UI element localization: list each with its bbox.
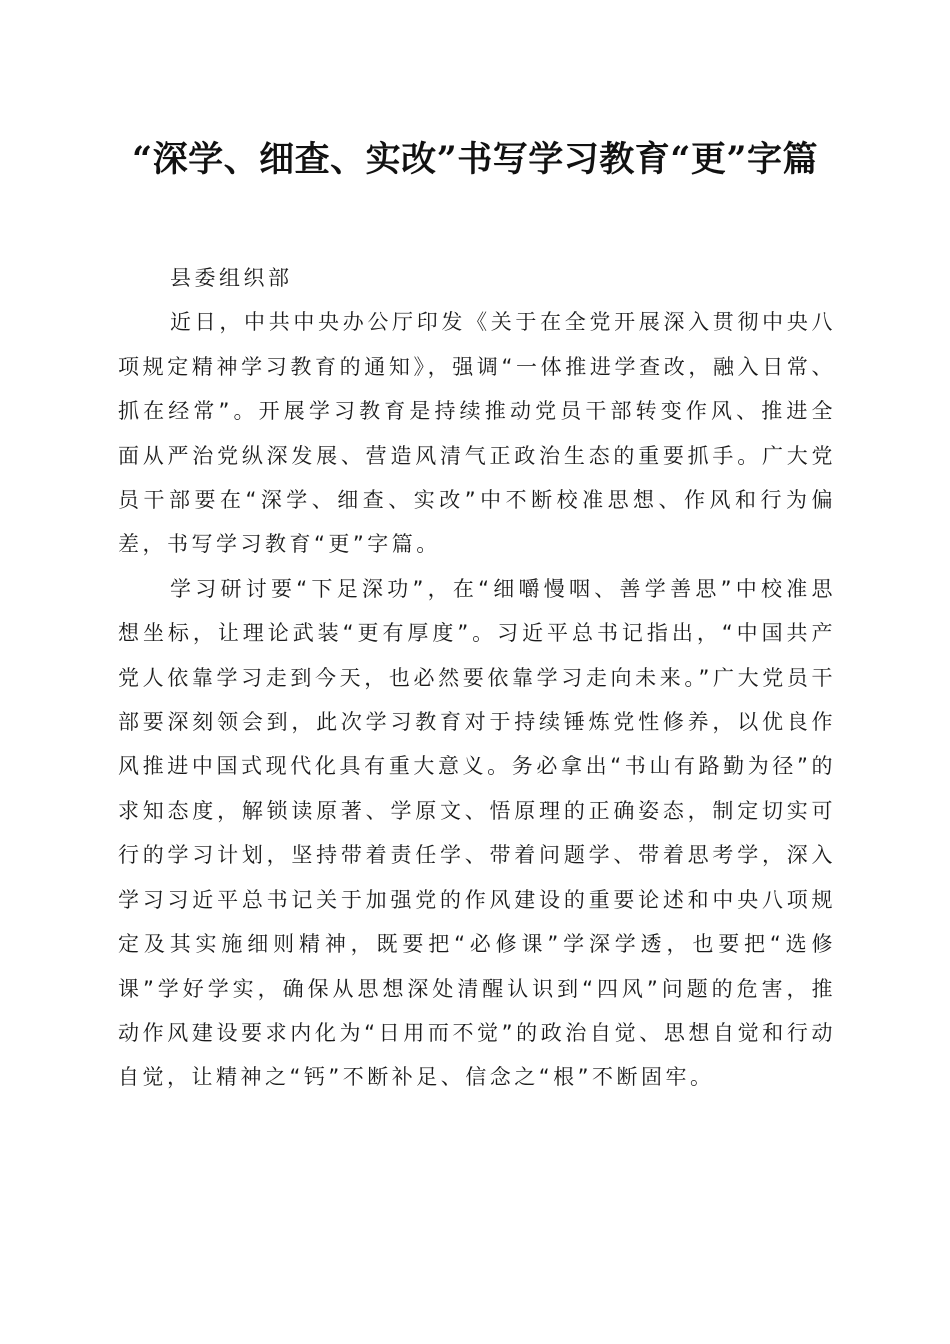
author-line: 县委组织部 [170, 266, 293, 290]
paragraph-1: 近日，中共中央办公厅印发《关于在全党开展深入贯彻中央八项规定精神学习教育的通知》，强调“一体推进学查改，融入日常、抓在经常”。开展学习教育是持续推动党员干部转变作风、推进全面从严治党纵深发展、营造风清气正政治生态的重要抓手。广大党员干部要在“深学、细查、实改”中不断校准思想、作风和行为偏差，书写学习教育“更”字篇。 [118, 310, 836, 557]
document-title: “深学、细查、实改”书写学习教育“更”字篇 [131, 139, 819, 180]
paragraph-2: 学习研讨要“下足深功”，在“细嚼慢咽、善学善思”中校准思想坐标，让理论武装“更有厚度”。习近平总书记指出，“中国共产党人依靠学习走到今天，也必然要依靠学习走向未来。”广大党员干部要深刻领会到，此次学习教育对于持续锤炼党性修养，以优良作风推进中国式现代化具有重大意义。务必拿出“书山有路勤为径”的求知态度，解锁读原著、学原文、悟原理的正确姿态，制定切实可行的学习计划，坚持带着责任学、带着问题学、带着思考学，深入学习习近平总书记关于加强党的作风建设的重要论述和中央八项规定及其实施细则精神，既要把“必修课”学深学透，也要把“选修课”学好学实，确保从思想深处清醒认识到“四风”问题的危害，推动作风建设要求内化为“日用而不觉”的政治自觉、思想自觉和行动自觉，让精神之“钙”不断补足、信念之“根”不断固牢。 [118, 576, 836, 1090]
document-body [118, 256, 836, 1100]
